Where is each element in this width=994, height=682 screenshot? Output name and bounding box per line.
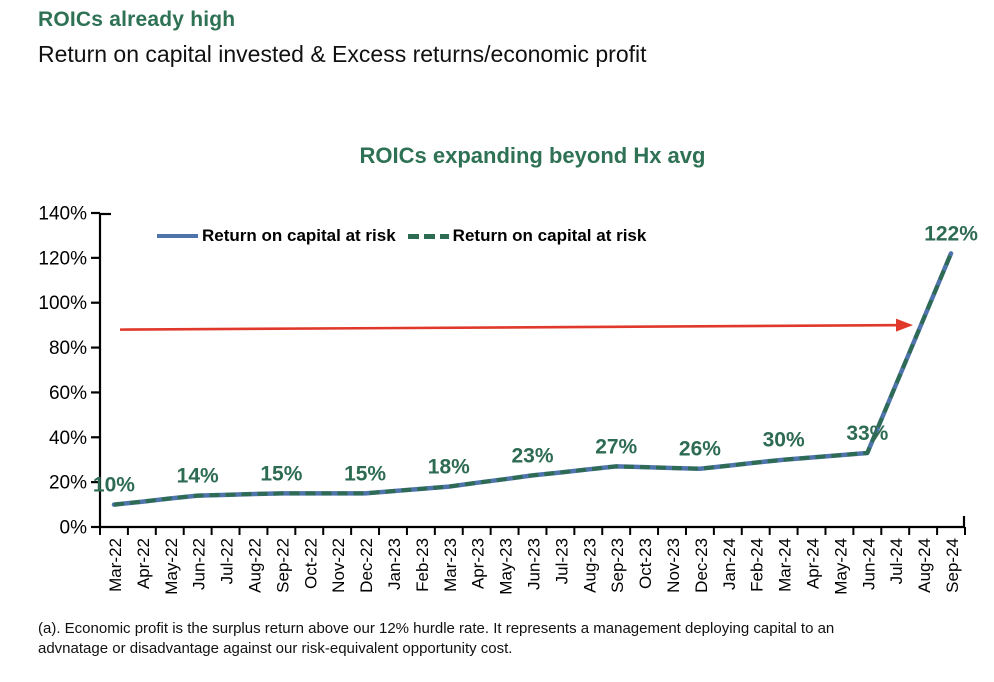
x-tick-label: Sep-23 xyxy=(608,538,628,593)
y-tick-label: 140% xyxy=(38,203,87,225)
x-tick-label: Aug-24 xyxy=(915,538,935,593)
x-tick-label: Jun-23 xyxy=(524,538,544,590)
x-tick-label: Dec-23 xyxy=(691,538,711,593)
y-tick-label: 80% xyxy=(48,338,87,360)
x-tick-label: Jan-24 xyxy=(719,538,739,590)
data-label: 10% xyxy=(92,473,135,497)
data-label: 23% xyxy=(511,444,554,468)
x-tick-label: Apr-24 xyxy=(803,538,823,590)
legend-label-solid: Return on capital at risk xyxy=(202,226,396,245)
page-title: ROICs already high xyxy=(38,8,236,31)
y-tick-label: 60% xyxy=(48,382,87,404)
data-label: 15% xyxy=(344,462,387,486)
data-label: 33% xyxy=(846,421,889,445)
trend-arrow-head xyxy=(896,319,913,332)
data-label: 15% xyxy=(260,462,303,486)
legend-label-dashed: Return on capital at risk xyxy=(452,226,647,245)
y-tick-label: 40% xyxy=(48,427,87,449)
x-tick-label: Mar-23 xyxy=(440,538,460,592)
data-label: 30% xyxy=(762,428,805,452)
x-tick-label: Oct-22 xyxy=(301,538,321,590)
x-tick-label: Nov-22 xyxy=(329,538,349,593)
x-tick-label: Mar-24 xyxy=(775,538,795,592)
x-tick-label: Feb-24 xyxy=(747,538,767,592)
x-tick-label: Aug-22 xyxy=(245,538,265,593)
axis-lines xyxy=(100,213,965,527)
y-tick-label: 20% xyxy=(48,472,87,494)
data-label: 26% xyxy=(678,437,721,461)
y-tick-label: 120% xyxy=(38,248,87,270)
x-tick-label: Apr-23 xyxy=(468,538,488,590)
x-tick-label: May-23 xyxy=(496,538,516,595)
x-tick-label: Sep-22 xyxy=(273,538,293,593)
footnote-line-2: advnatage or disadvantage against our risk-equivalent opportunity cost. xyxy=(38,639,513,657)
axes xyxy=(100,213,965,527)
x-tick-label: Dec-22 xyxy=(357,538,377,593)
footnote xyxy=(38,619,958,658)
x-tick-label: Jul-23 xyxy=(552,538,572,585)
x-tick-label: Sep-24 xyxy=(943,538,963,593)
trend-arrow-line xyxy=(120,325,899,329)
x-tick-label: May-24 xyxy=(831,538,851,595)
x-tick-label: Jul-22 xyxy=(217,538,237,585)
y-tick-label: 0% xyxy=(59,517,87,539)
x-axis xyxy=(100,527,965,595)
data-label: 14% xyxy=(176,464,219,488)
x-tick-label: Aug-23 xyxy=(580,538,600,593)
y-axis xyxy=(38,204,100,539)
x-tick-label: Jan-23 xyxy=(384,538,404,590)
x-tick-label: Feb-23 xyxy=(412,538,432,592)
x-tick-label: Jul-24 xyxy=(887,538,907,585)
y-tick-label: 100% xyxy=(38,293,87,315)
data-label: 27% xyxy=(595,435,638,459)
data-label: 18% xyxy=(427,455,470,479)
x-tick-label: Apr-22 xyxy=(133,538,153,590)
data-label: 122% xyxy=(924,222,978,246)
footnote-line-1: (a). Economic profit is the surplus return above our 12% hurdle rate. It represents a management deploying capital to an xyxy=(38,620,835,637)
x-tick-label: Jun-24 xyxy=(859,538,879,590)
x-tick-label: Jun-22 xyxy=(189,538,209,590)
x-tick-label: May-22 xyxy=(161,538,181,595)
chart-title: ROICs expanding beyond Hx avg xyxy=(359,143,706,168)
x-tick-label: Mar-22 xyxy=(105,538,125,592)
page-subtitle: Return on capital invested & Excess returns/economic profit xyxy=(38,41,647,67)
x-tick-label: Nov-23 xyxy=(664,538,684,593)
x-tick-label: Oct-23 xyxy=(636,538,656,590)
trend-arrow xyxy=(120,319,913,332)
